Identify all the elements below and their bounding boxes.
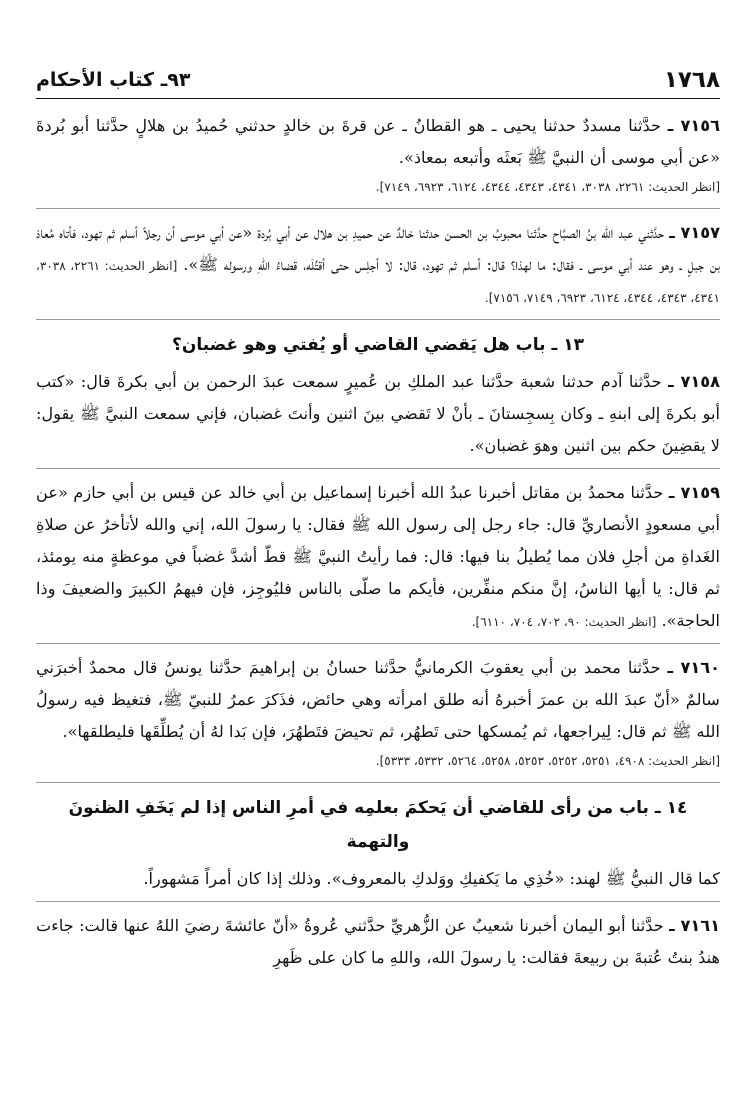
hadith-text: حدَّثنا محمدُ بن مقاتل أخبرنا عبدُ الله أخبرنا إسماعيل بن أبي خالد عن قيس بن أبي حازم «عن أبي مسعودٍ الأنصاريِّ قال: جاء رجل إلى رسول الله ﷺ فقال: يا رسولَ الله، إني والله لأتأخرُ عن صلاةِ الغَداةِ من أجلِ فلان مما يُطيلُ بنا فيها: قال: فما رأيتُ النبيَّ ﷺ قطّ أشدَّ غضباً في موعظةٍ منه يومئذ، ثم قال: يا أيها الناسُ، إنَّ منكم منفِّرين، فأيكم ما صلّى بالناس فليُوجِز، فإن فيهمُ الكبيرَ والضعيفَ وذا الحاجة».: [36, 483, 720, 630]
chapter-heading: ١٤ ـ باب من رأى للقاضي أن يَحكمَ بعلمِه في أمرِ الناس إذا لم يَخَفِ الظنونَ والتهمة: [68, 798, 688, 852]
hadith-7156: [36, 110, 720, 174]
hadith-7160: [36, 652, 720, 748]
book-title: ٩٣ـ كتاب الأحكام: [36, 69, 191, 91]
hadith-number: ٧١٦٠ ـ: [667, 658, 720, 677]
hadith-reference: [انظر الحديث: ٢٢٦١، ٣٠٣٨، ٤٣٤١، ٤٣٤٣، ٤٣٤٤، ٦١٢٤، ٦٩٢٣، ٧١٤٩].: [375, 180, 720, 194]
page-content: [36, 110, 720, 1059]
hadith-text: حدَّثنا أبو اليمان أخبرنا شعيبٌ عن الزُّهريِّ حدَّثني عُروةُ «أنّ عائشةَ رضيَ اللهُ عنها قالت: جاءت هندُ بنتُ عُتبةَ بن ربيعةَ فقالت: يا رسولَ الله، واللهِ ما كان على ظَهرِ: [36, 916, 720, 967]
hadith-number: ٧١٥٧ ـ: [669, 223, 720, 242]
page-header: [36, 62, 720, 99]
divider: [36, 643, 720, 644]
divider: [36, 782, 720, 783]
hadith-7157: [36, 217, 720, 313]
chapter-heading: ١٣ ـ باب هل يَقضي القاضي أو يُفتي وهو غضبان؟: [172, 335, 584, 355]
hadith-number: ٧١٥٩ ـ: [668, 483, 720, 502]
hadith-7161: [36, 910, 720, 974]
hadith-reference: [انظر الحديث: ٩٠، ٧٠٢، ٧٠٤، ٦١١٠].: [471, 615, 657, 629]
chapter-intro: كما قال النبيُّ ﷺ لهند: «خُذِي ما يَكفيكِ ووَلدكِ بالمعروف». وذلك إذا كان أمراً مَشهوراً.: [143, 869, 720, 888]
hadith-number: ٧١٥٨ ـ: [668, 372, 720, 391]
hadith-text: حدَّثنا مسددٌ حدثنا يحيى ـ هو القطانُ ـ عن قرةَ بن خالدٍ حدثني حُميدُ بن هلالٍ حدَّثنا أبو بُردةَ «عن أبي موسى أن النبيَّ ﷺ بَعثَه وأتبعه بمعاذ».: [36, 116, 720, 167]
divider: [36, 901, 720, 902]
hadith-number: ٧١٥٦ ـ: [667, 116, 720, 135]
hadith-text: حدَّثني عبد الله بنُ الصبَّاح حدَّثنا محبوبُ بن الحسن حدثنا خالدٌ عن حميدِ بن هلال عن أبي بُردة «عن أبي موسى أن رجلاً أسلم ثم تهود، فأتاه مُعاذ بن جبلٍ ـ وهو عند أبي موسى ـ فقال: ما لهذا؟ قال: أسلم ثم تهود، قال: لا أجلِس حتى أقتُلَه، قضاءُ اللهِ ورسوله ﷺ».: [36, 223, 720, 274]
hadith-text: حدَّثنا آدم حدثنا شعبة حدَّثنا عبد الملكِ بن عُميرٍ سمعت عبدَ الرحمن بن أبي بكرةَ قال: «كتب أبو بكرةَ إلى ابنهِ ـ وكان بِسجِستانَ ـ بأنْ لا تَقضي بينَ اثنين وأنتَ غضبان، فإني سمعت النبيَّ ﷺ يقول: لا يقضِينَ حكم بين اثنين وهوَ غضبان».: [36, 372, 720, 455]
hadith-7158: [36, 366, 720, 462]
page-number: ١٧٦٨: [663, 67, 720, 93]
divider: [36, 319, 720, 320]
hadith-reference: [انظر الحديث: ٤٩٠٨، ٥٢٥١، ٥٢٥٢، ٥٢٥٣، ٥٢٥٨، ٥٢٦٤، ٥٣٣٢، ٥٣٣٣].: [375, 754, 720, 768]
divider: [36, 468, 720, 469]
hadith-reference: [انظر الحديث: ٢٢٦١، ٣٠٣٨، ٤٣٤١، ٤٣٤٣، ٤٣٤٤، ٦١٢٤، ٦٩٢٣، ٧١٤٩، ٧١٥٦].: [36, 259, 720, 305]
hadith-number: ٧١٦١ ـ: [669, 916, 720, 935]
hadith-text: حدَّثنا محمد بن أبي يعقوبَ الكرمانيُّ حدَّثنا حسانُ بن إبراهيمَ حدَّثنا يونسُ قال محمدٌ أخبرَني سالمٌ «أنّ عبدَ الله بن عمرَ أخبرهُ أنه طلق امرأته وهي حائض، فذَكرَ عمرُ للنبيّ ﷺ، فتغيظ فيه رسولُ الله ﷺ ثم قال: لِيراجعها، ثم يُمسكها حتى تَطهُر، ثم تحيضَ فتَطهُرَ، فإن بَدا لهُ أن يُطلِّقَها فليطلقها».: [36, 658, 720, 741]
divider: [36, 208, 720, 209]
hadith-7159: [36, 477, 720, 637]
